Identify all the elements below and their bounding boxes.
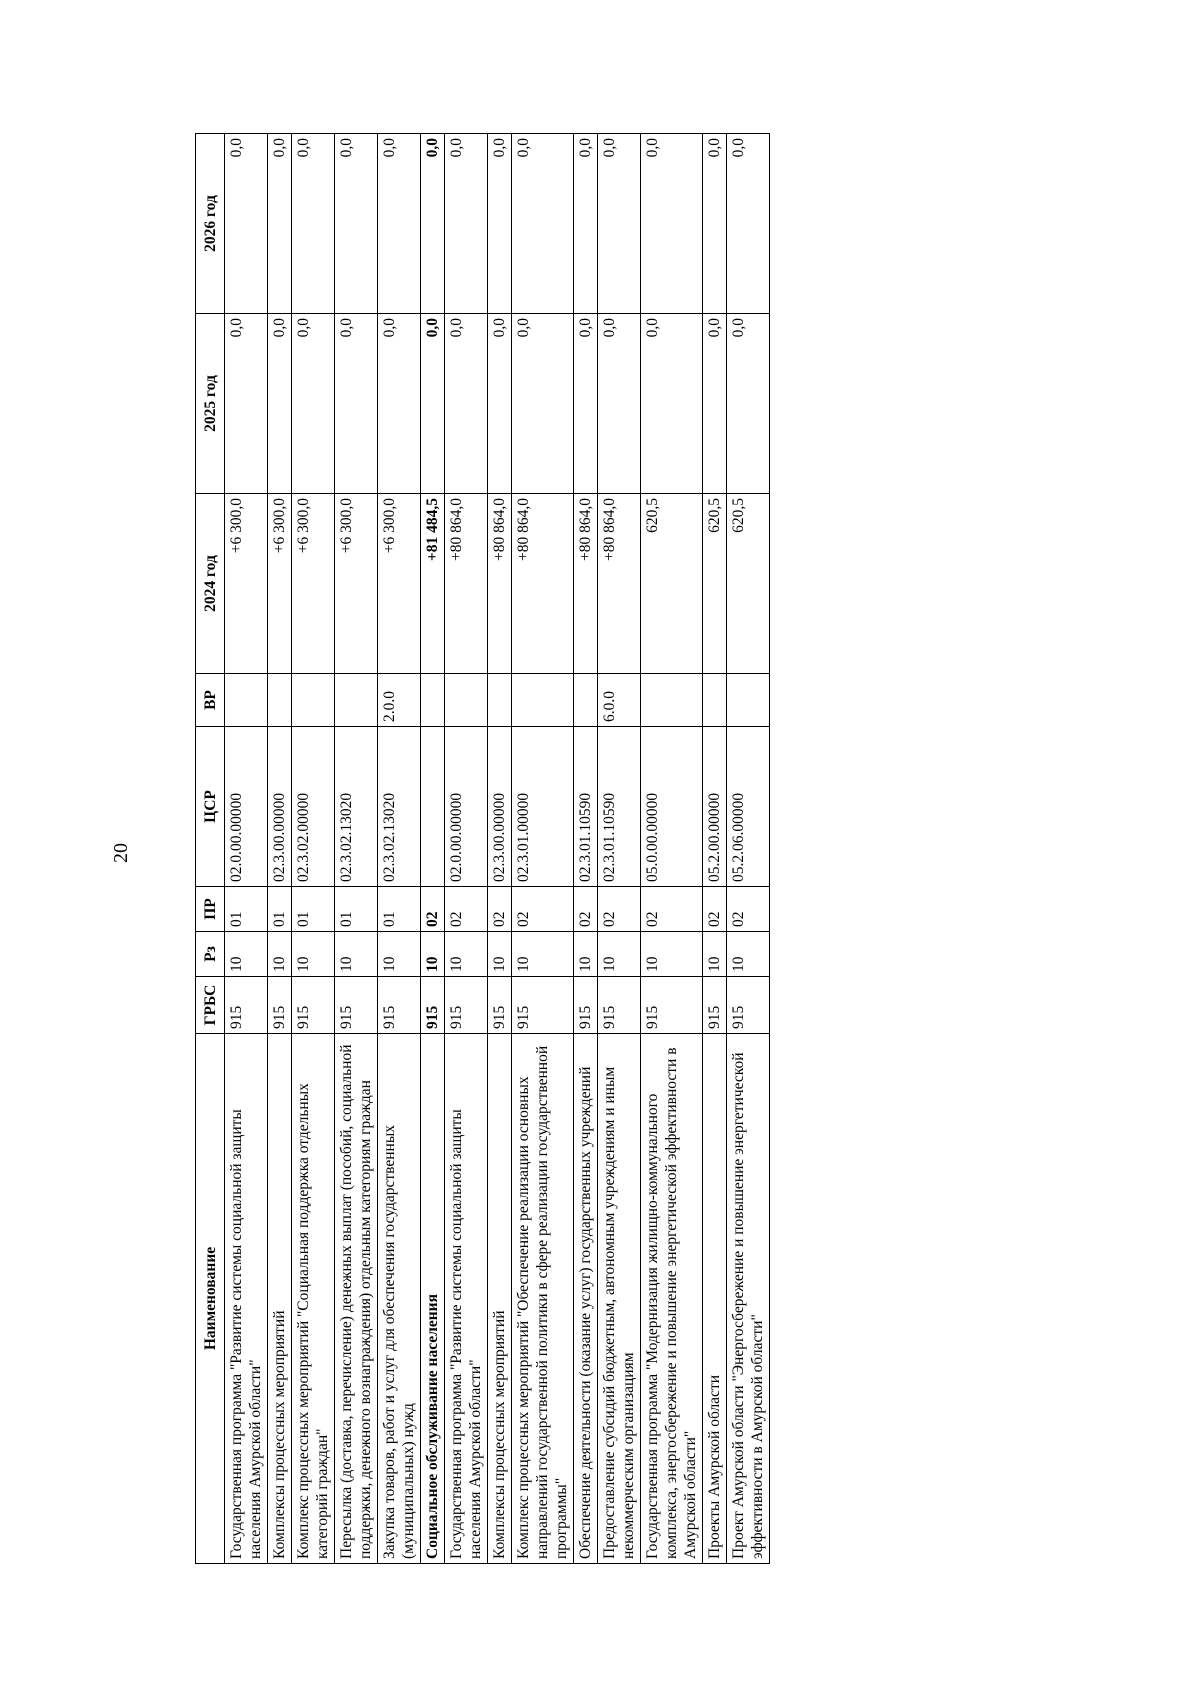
- table-row: [292, 134, 335, 1564]
- cell-2026: 0,0: [292, 134, 335, 314]
- cell-2025: 0,0: [225, 314, 268, 494]
- header-2026: 2026 год: [196, 134, 225, 314]
- cell-rz: 10: [445, 932, 488, 977]
- table-row: [703, 134, 727, 1564]
- table-row: [445, 134, 488, 1564]
- cell-pr: 01: [335, 887, 378, 932]
- cell-2024: 620,5: [703, 494, 727, 674]
- cell-vr: [268, 674, 292, 727]
- cell-pr: 02: [703, 887, 727, 932]
- header-csr: ЦСР: [196, 727, 225, 887]
- cell-2026: 0,0: [225, 134, 268, 314]
- cell-vr: [335, 674, 378, 727]
- table-row: [727, 134, 770, 1564]
- cell-rz: 10: [268, 932, 292, 977]
- cell-2026: 0,0: [703, 134, 727, 314]
- cell-2024: 620,5: [727, 494, 770, 674]
- header-2024: 2024 год: [196, 494, 225, 674]
- cell-rz: 10: [703, 932, 727, 977]
- cell-pr: 02: [488, 887, 512, 932]
- cell-2026: 0,0: [574, 134, 598, 314]
- cell-vr: [488, 674, 512, 727]
- cell-csr: 02.3.01.10590: [598, 727, 641, 887]
- table-row: [335, 134, 378, 1564]
- cell-grbs: 915: [512, 977, 574, 1034]
- cell-2024: +80 864,0: [598, 494, 641, 674]
- page-number: 20: [110, 843, 132, 863]
- cell-pr: 02: [598, 887, 641, 932]
- cell-2025: 0,0: [512, 314, 574, 494]
- cell-pr: 01: [268, 887, 292, 932]
- cell-2025: 0,0: [268, 314, 292, 494]
- table-header-row: [196, 134, 225, 1564]
- cell-pr: 01: [225, 887, 268, 932]
- cell-rz: 10: [488, 932, 512, 977]
- header-vr: ВР: [196, 674, 225, 727]
- header-rz: Рз: [196, 932, 225, 977]
- cell-vr: [641, 674, 703, 727]
- cell-vr: [512, 674, 574, 727]
- cell-2026: 0,0: [378, 134, 421, 314]
- cell-2024: +6 300,0: [335, 494, 378, 674]
- table-row: [641, 134, 703, 1564]
- cell-2025: 0,0: [598, 314, 641, 494]
- table-row: [488, 134, 512, 1564]
- cell-pr: 02: [727, 887, 770, 932]
- cell-name: Предоставление субсидий бюджетным, автономным учреждениям и иным некоммерческим организациям: [598, 1034, 641, 1564]
- table-row: [574, 134, 598, 1564]
- cell-csr: 05.2.06.00000: [727, 727, 770, 887]
- cell-grbs: 915: [378, 977, 421, 1034]
- cell-2026: 0,0: [421, 134, 445, 314]
- table-row: [512, 134, 574, 1564]
- cell-grbs: 915: [445, 977, 488, 1034]
- cell-2024: +6 300,0: [268, 494, 292, 674]
- cell-2024: +6 300,0: [378, 494, 421, 674]
- cell-grbs: 915: [335, 977, 378, 1034]
- cell-2024: +80 864,0: [512, 494, 574, 674]
- cell-2024: +80 864,0: [488, 494, 512, 674]
- budget-table: [195, 133, 770, 1564]
- cell-2025: 0,0: [335, 314, 378, 494]
- cell-rz: 10: [292, 932, 335, 977]
- cell-csr: [421, 727, 445, 887]
- cell-grbs: 915: [727, 977, 770, 1034]
- cell-grbs: 915: [225, 977, 268, 1034]
- cell-name: Комплекс процессных мероприятий "Обеспечение реализации основных направлений государственной политики в сфере реализации государственной программы": [512, 1034, 574, 1564]
- cell-name: Государственная программа "Развитие системы социальной защиты населения Амурской области": [225, 1034, 268, 1564]
- cell-2026: 0,0: [598, 134, 641, 314]
- header-name: Наименование: [196, 1034, 225, 1564]
- cell-pr: 02: [641, 887, 703, 932]
- cell-2024: +6 300,0: [225, 494, 268, 674]
- cell-name: Комплексы процессных мероприятий: [488, 1034, 512, 1564]
- cell-vr: [727, 674, 770, 727]
- cell-2024: +81 484,5: [421, 494, 445, 674]
- cell-2025: 0,0: [378, 314, 421, 494]
- cell-2025: 0,0: [727, 314, 770, 494]
- cell-2024: 620,5: [641, 494, 703, 674]
- cell-rz: 10: [727, 932, 770, 977]
- cell-name: Пересылка (доставка, перечисление) денежных выплат (пособий, социальной поддержки, денежного вознаграждения) отдельным категориям граждан: [335, 1034, 378, 1564]
- header-2025: 2025 год: [196, 314, 225, 494]
- cell-grbs: 915: [292, 977, 335, 1034]
- cell-name: Комплекс процессных мероприятий "Социальная поддержка отдельных категорий граждан": [292, 1034, 335, 1564]
- cell-pr: 02: [512, 887, 574, 932]
- cell-csr: 02.3.02.13020: [378, 727, 421, 887]
- cell-csr: 02.3.02.13020: [335, 727, 378, 887]
- cell-2026: 0,0: [445, 134, 488, 314]
- cell-2026: 0,0: [268, 134, 292, 314]
- cell-grbs: 915: [703, 977, 727, 1034]
- cell-pr: 01: [378, 887, 421, 932]
- cell-2026: 0,0: [641, 134, 703, 314]
- table-row: [225, 134, 268, 1564]
- table-row: [268, 134, 292, 1564]
- cell-vr: 2.0.0: [378, 674, 421, 727]
- cell-name: Проекты Амурской области: [703, 1034, 727, 1564]
- cell-csr: 05.2.00.00000: [703, 727, 727, 887]
- cell-rz: 10: [574, 932, 598, 977]
- cell-name: Социальное обслуживание населения: [421, 1034, 445, 1564]
- cell-csr: 02.3.00.00000: [268, 727, 292, 887]
- cell-rz: 10: [641, 932, 703, 977]
- cell-csr: 02.3.00.00000: [488, 727, 512, 887]
- cell-vr: 6.0.0: [598, 674, 641, 727]
- cell-pr: 01: [292, 887, 335, 932]
- cell-pr: 02: [421, 887, 445, 932]
- cell-name: Проект Амурской области "Энергосбережение и повышение энергетической эффективности в Амурской области": [727, 1034, 770, 1564]
- cell-2025: 0,0: [703, 314, 727, 494]
- cell-2025: 0,0: [445, 314, 488, 494]
- table-row: [378, 134, 421, 1564]
- cell-grbs: 915: [598, 977, 641, 1034]
- cell-vr: [574, 674, 598, 727]
- cell-grbs: 915: [268, 977, 292, 1034]
- cell-vr: [421, 674, 445, 727]
- cell-pr: 02: [445, 887, 488, 932]
- cell-vr: [292, 674, 335, 727]
- cell-csr: 02.0.00.00000: [225, 727, 268, 887]
- cell-grbs: 915: [421, 977, 445, 1034]
- cell-vr: [225, 674, 268, 727]
- cell-rz: 10: [598, 932, 641, 977]
- cell-rz: 10: [421, 932, 445, 977]
- cell-name: Комплексы процессных мероприятий: [268, 1034, 292, 1564]
- cell-pr: 02: [574, 887, 598, 932]
- cell-rz: 10: [378, 932, 421, 977]
- cell-rz: 10: [335, 932, 378, 977]
- cell-grbs: 915: [574, 977, 598, 1034]
- table-row: [598, 134, 641, 1564]
- cell-2024: +80 864,0: [445, 494, 488, 674]
- cell-2026: 0,0: [335, 134, 378, 314]
- cell-2024: +6 300,0: [292, 494, 335, 674]
- cell-vr: [445, 674, 488, 727]
- cell-name: Государственная программа "Развитие системы социальной защиты населения Амурской области": [445, 1034, 488, 1564]
- cell-2025: 0,0: [488, 314, 512, 494]
- cell-grbs: 915: [488, 977, 512, 1034]
- cell-csr: 02.3.01.00000: [512, 727, 574, 887]
- cell-csr: 05.0.00.00000: [641, 727, 703, 887]
- cell-2024: +80 864,0: [574, 494, 598, 674]
- cell-rz: 10: [225, 932, 268, 977]
- cell-2025: 0,0: [641, 314, 703, 494]
- cell-2026: 0,0: [488, 134, 512, 314]
- header-grbs: ГРБС: [196, 977, 225, 1034]
- cell-vr: [703, 674, 727, 727]
- cell-2025: 0,0: [292, 314, 335, 494]
- cell-2025: 0,0: [574, 314, 598, 494]
- table-body: [225, 134, 770, 1564]
- cell-2026: 0,0: [727, 134, 770, 314]
- cell-csr: 02.3.02.00000: [292, 727, 335, 887]
- cell-name: Государственная программа "Модернизация жилищно-коммунального комплекса, энергосбережение и повышение энергетической эффективности в Амурской области": [641, 1034, 703, 1564]
- cell-csr: 02.3.01.10590: [574, 727, 598, 887]
- cell-2026: 0,0: [512, 134, 574, 314]
- cell-name: Закупка товаров, работ и услуг для обеспечения государственных (муниципальных) нужд: [378, 1034, 421, 1564]
- cell-name: Обеспечение деятельности (оказание услуг) государственных учреждений: [574, 1034, 598, 1564]
- rotated-page-content: [195, 134, 1035, 1564]
- cell-rz: 10: [512, 932, 574, 977]
- table-row: [421, 134, 445, 1564]
- cell-2025: 0,0: [421, 314, 445, 494]
- cell-csr: 02.0.00.00000: [445, 727, 488, 887]
- cell-grbs: 915: [641, 977, 703, 1034]
- header-pr: ПР: [196, 887, 225, 932]
